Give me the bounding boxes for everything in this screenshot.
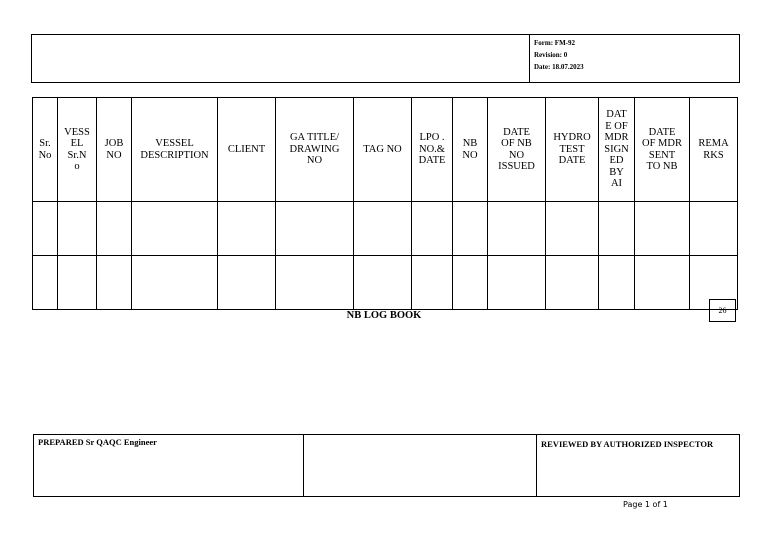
col-header: HYDRO TEST DATE [546, 98, 599, 202]
table-row [33, 202, 738, 256]
form-header-box [31, 34, 740, 83]
form-number: Form: FM-92 [534, 39, 576, 47]
page-number-box: 26 [709, 299, 736, 322]
table-cell [354, 202, 412, 256]
col-header: DATE OF MDR SENT TO NB [635, 98, 690, 202]
table-cell [453, 202, 488, 256]
table-cell [412, 256, 453, 310]
table-cell [599, 202, 635, 256]
table-cell [33, 202, 58, 256]
table-cell [132, 256, 218, 310]
table-cell [546, 202, 599, 256]
table-cell [635, 202, 690, 256]
reviewed-by-label: REVIEWED BY AUTHORIZED INSPECTOR [541, 439, 714, 449]
table-cell [453, 256, 488, 310]
table-cell [218, 256, 276, 310]
header-divider [529, 35, 530, 82]
col-header: Sr. No [33, 98, 58, 202]
col-header: NB NO [453, 98, 488, 202]
col-header: VESS EL Sr.N o [58, 98, 97, 202]
table-cell [488, 256, 546, 310]
col-header: REMA RKS [690, 98, 738, 202]
col-header: CLIENT [218, 98, 276, 202]
col-header: DAT E OF MDR SIGN ED BY AI [599, 98, 635, 202]
page-footer: Page 1 of 1 [623, 500, 668, 509]
table-cell [690, 202, 738, 256]
table-cell [58, 202, 97, 256]
table-cell [276, 202, 354, 256]
table-cell [412, 202, 453, 256]
signature-box [33, 434, 740, 497]
table-cell [599, 256, 635, 310]
signature-divider [536, 435, 537, 496]
col-header: LPO . NO.& DATE [412, 98, 453, 202]
form-date: Date: 18.07.2023 [534, 63, 584, 71]
table-cell [97, 256, 132, 310]
form-revision: Revision: 0 [534, 51, 568, 59]
signature-divider [303, 435, 304, 496]
col-header: DATE OF NB NO ISSUED [488, 98, 546, 202]
table-cell [218, 202, 276, 256]
header-row [33, 98, 738, 202]
col-header: TAG NO [354, 98, 412, 202]
table-cell [58, 256, 97, 310]
table-cell [488, 202, 546, 256]
nb-log-table [32, 97, 738, 310]
table-cell [354, 256, 412, 310]
col-header: VESSEL DESCRIPTION [132, 98, 218, 202]
table-cell [33, 256, 58, 310]
prepared-by-label: PREPARED Sr QAQC Engineer [38, 437, 157, 447]
log-book-title: NB LOG BOOK [346, 310, 422, 321]
table-cell [132, 202, 218, 256]
table-row [33, 256, 738, 310]
col-header: GA TITLE/ DRAWING NO [276, 98, 354, 202]
table-cell [546, 256, 599, 310]
table-cell [276, 256, 354, 310]
form-info [534, 37, 584, 73]
table-cell [97, 202, 132, 256]
table-cell [635, 256, 690, 310]
col-header: JOB NO [97, 98, 132, 202]
